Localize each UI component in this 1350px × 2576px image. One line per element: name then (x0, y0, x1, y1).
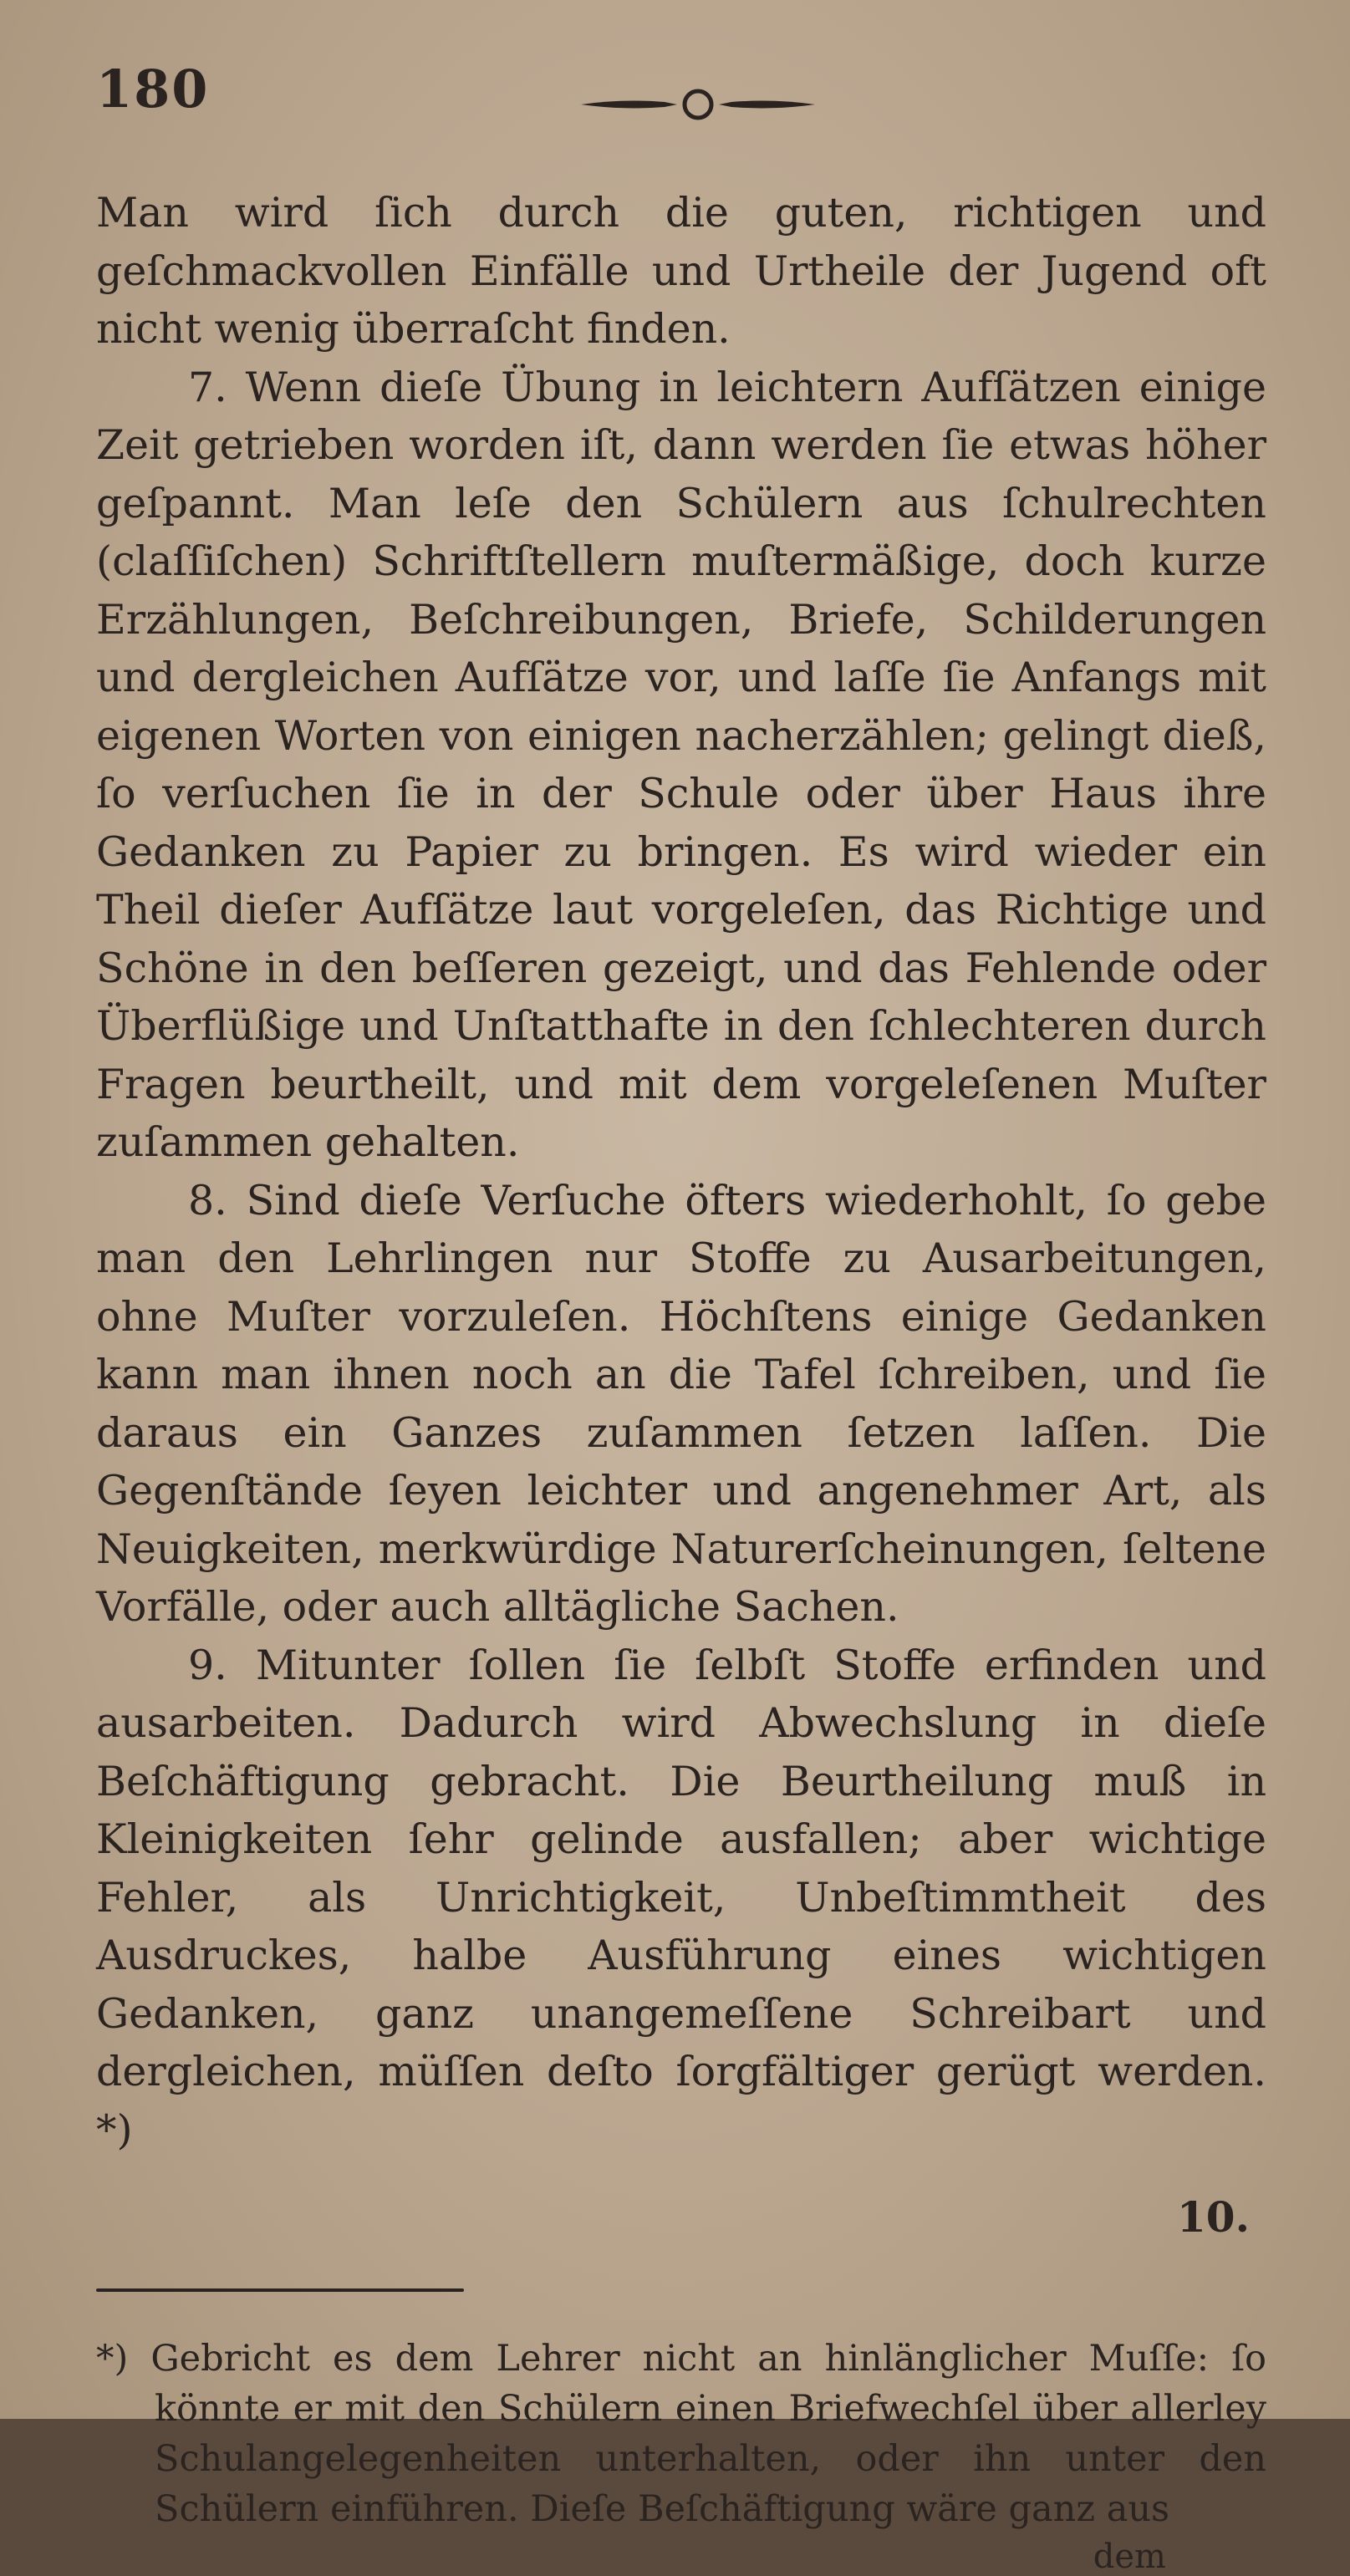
footnote-divider (96, 2288, 464, 2292)
body-text (96, 184, 1266, 2159)
footnote: *) Gebricht es dem Lehrer nicht an hinlänglicher Muſſe: ſo könnte er mit den Schülern einen Briefwechſel über allerley Schulangelegenheiten unterhalten, oder ihn unter den Schülern einführen. Dieſe Beſchäftigung wäre ganz aus (96, 2338, 1266, 2530)
paragraph-8: 8. Sind dieſe Verſuche öfters wiederhohlt, ſo gebe man den Lehrlingen nur Stoffe zu Ausarbeitungen, ohne Muſter vorzuleſen. Höchſtens einige Gedanken kann man ihnen noch an die Tafel ſchreiben, und ſie daraus ein Ganzes zuſammen ſetzen laſſen. Die Gegenſtände ſeyen leichter und angenehmer Art, als Neuigkeiten, merkwürdige Naturerſcheinungen, ſeltene Vorfälle, oder auch alltägliche Sachen. (96, 1176, 1266, 1631)
footnote-catchword: dem (1093, 2538, 1166, 2576)
paragraph-7: 7. Wenn dieſe Übung in leichtern Aufſätzen einige Zeit getrieben worden iſt, dann werden ſie etwas höher geſpannt. Man leſe den Schülern aus ſchulrechten (claſſiſchen) Schriftſtellern muſtermäßige, doch kurze Erzählungen, Beſchreibungen, Briefe, Schilderungen und dergleichen Aufſätze vor, und laſſe ſie Anfangs mit eigenen Worten von einigen nacherzählen; gelingt dieß, ſo verſuchen ſie in der Schule oder über Haus ihre Gedanken zu Papier zu bringen. Es wird wieder ein Theil dieſer Aufſätze laut vorgeleſen, das Richtige und Schöne in den beſſeren gezeigt, und das Fehlende oder Überflüßige und Unſtatthafte in den ſchlechteren durch Fragen beurtheilt, und mit dem vorgeleſenen Muſter zuſammen gehalten. (96, 363, 1266, 1166)
catchword: 10. (1177, 2192, 1250, 2242)
paragraph-9: 9. Mitunter ſollen ſie ſelbſt Stoffe erfinden und ausarbeiten. Dadurch wird Abwechslung in dieſe Beſchäftigung gebracht. Die Beurtheilung muß in Kleinigkeiten ſehr gelinde ausfallen; aber wichtige Fehler, als Unrichtigkeit, Unbeſtimmtheit des Ausdruckes, halbe Ausführung eines wichtigen Gedanken, ganz unangemeſſene Schreibart und dergleichen, müſſen deſto ſorgfältiger gerügt werden. *) (96, 1641, 1266, 2154)
ornament-icon (573, 84, 823, 125)
page-number: 180 (96, 59, 210, 120)
paragraph-continuation: Man wird ſich durch die guten, richtigen und geſchmackvollen Einfälle und Urtheile der Jugend oft nicht wenig überraſcht finden. (96, 189, 1266, 353)
running-head (96, 50, 1266, 167)
